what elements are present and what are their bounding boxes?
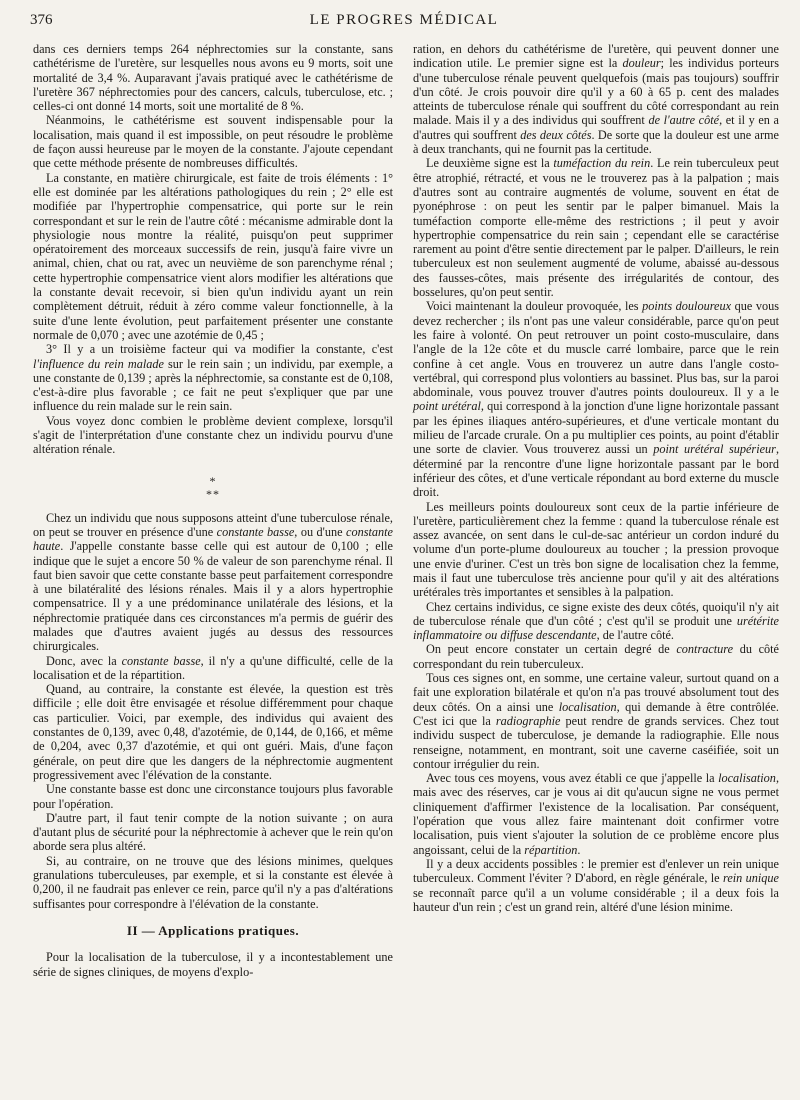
paragraph: Donc, avec la constante basse, il n'y a qu'une difficulté, celle de la localisation et de la répartition. (33, 653, 394, 682)
paragraph: Le deuxième signe est la tuméfaction du rein. Le rein tuberculeux peut être atrophié, rétracté, et vous ne le trouverez pas à la palpation ; mais d'autres sont au contraire augmentés de volume, souvent en état de pyonéphrose : on peut les sentir par le palper bimanuel. Mais la tuméfaction comporte elle-même des restrictions ; il peut y avoir hypertrophie compensatrice du rein sain ; cependant elle se caractérise rarement au point d'être sentie directement par le palper. D'ailleurs, le rein tuberculeux est non seulement augmenté de volume, abaissé au-dessous des fausses-côtes, mais présente des irrégularités de contour, des bosselures, qu'on peut sentir. (413, 156, 779, 300)
paragraph: 3° Il y a un troisième facteur qui va modifier la constante, c'est l'influence du rein malade sur le rein sain ; un individu, par exemple, a une constante de 0,139 ; après la néphrectomie, sa constante est de 0,108, c'est-à-dire plus favorable ; ce fait ne peut s'expliquer que par une influence du rein malade sur le rein sain. (33, 342, 393, 414)
running-title: LE PROGRES MÉDICAL (309, 12, 499, 28)
paragraph: ration, en dehors du cathétérisme de l'uretère, qui peuvent donner une indication utile. Le premier signe est la douleur; les individus porteurs d'une tuberculose rénale peuvent quelquefois (mais pas toujours) souffrir d'un côté. Je crois pouvoir dire qu'il y a 60 à 65 p. cent des malades atteints de tuberculose rénale qui souffrent du côté correspondant au rein malade. Mais il y a des individus qui souffrent de l'autre côté, et il y en a d'autres qui souffrent des deux côtés. De sorte que la douleur est une arme à deux tranchants, qui ne fournit pas la certitude. (413, 42, 780, 157)
page-header (30, 12, 778, 34)
asterism-divider: * ** (206, 473, 220, 501)
paragraph: Si, au contraire, on ne trouve que des lésions minimes, quelques granulations tuberculeuses, par exemple, et si la constante est élevée à 0,200, il ne faudrait pas enlever ce rein, parce qu'il n'y a pas d'altérations suffisantes pour correspondre à l'élévation de la constante. (33, 853, 393, 911)
right-column (413, 42, 779, 914)
paragraph: Tous ces signes ont, en somme, une certaine valeur, surtout quand on a fait une exploration bilatérale et qu'on n'a pas trouvé absolument tout des deux côtés. On a ainsi une localisation, qui demande à être contrôlée. C'est ici que la radiographie peut rendre de grands services. Chez tout individu suspect de tuberculose, je demande la radiographie. Elle nous renseigne, notamment, en montrant, soit une caverne caséifiée, soit un contour irrégulier du rein. (413, 671, 779, 771)
left-column (33, 42, 393, 979)
paragraph: D'autre part, il faut tenir compte de la notion suivante ; on aura d'autant plus de sécurité pour la néphrectomie à achever que le rein qu'on aborde sera plus altéré. (33, 810, 393, 854)
paragraph: Avec tous ces moyens, vous avez établi ce que j'appelle la localisation, mais avec des réserves, car je vous ai dit qu'aucun signe ne vous permet cliniquement d'affirmer l'existence de la localisation. Par conséquent, l'opération que vous allez faire maintenant doit confirmer votre localisation, puis vient s'ajouter la solution de ce problème encore plus angoissant, celui de la répartition. (413, 771, 779, 857)
paragraph: dans ces derniers temps 264 néphrectomies sur la constante, sans cathétérisme de l'uretère, sur lesquelles nous avons eu 9 morts, soit une mortalité de 3,4 %. Auparavant j'avais pratiqué avec le cathétérisme de l'uretère 367 néphrectomies pour des cancers, calculs, tuberculose, etc. ; celles-ci ont donné 14 morts, soit une mortalité de 8 %. (33, 42, 393, 114)
page-number: 376 (30, 12, 53, 28)
paragraph: La constante, en matière chirurgicale, est faite de trois éléments : 1° elle est dominée par les altérations pathologiques du rein ; 2° elle est modifiée par l'hypertrophie compensatrice, qui porte sur le rein correspondant et sur le rein de l'autre côté : mécanisme admirable dont la physiologie nous montre la réalité, puisqu'on peut supprimer opératoirement des morceaux successifs de rein, jusqu'à faire vivre un animal, chien, chat ou rat, avec un neuvième de son parenchyme rénal ; cette hypertrophie compensatrice vient alors modifier les altérations que la constante devait recevoir, si bien qu'un individu ayant un rein complètement détruit, réduit à zéro comme valeur fonctionnelle, à la suite d'une lente évolution, peut parfaitement présenter une constante normale de 0,070 ; avec une azotémie de 0,45 ; (33, 170, 393, 342)
paragraph: Il y a deux accidents possibles : le premier est d'enlever un rein unique tuberculeux. Comment l'éviter ? D'abord, en règle générale, le rein unique se reconnaît parce qu'il a un volume considérable ; il a deux fois la hauteur d'un rein ; c'est un grand rein, altéré d'une lésion minime. (413, 856, 779, 914)
paragraph: Quand, au contraire, la constante est élevée, la question est très difficile ; elle doit être envisagée et résolue différemment pour chaque cas particulier. Voici, par exemple, des individus qui avaient des constantes de 0,139, avec 0,48, d'azotémie, de 0,144, de 0,166, et même de 0,204, avec 0,37 d'azotémie, et qui ont guéri. Mais, d'une façon générale, on peut dire que les dangers de la néphrectomie augmentent progressivement avec l'élévation de la constante. (33, 682, 393, 782)
paragraph: Pour la localisation de la tuberculose, il y a incontestablement une série de signes cliniques, de moyens d'explo- (33, 950, 393, 979)
paragraph: Chez un individu que nous supposons atteint d'une tuberculose rénale, on peut se trouver en présence d'une constante basse, ou d'une constante haute. J'appelle constante basse celle qui est autour de 0,100 ; elle indique que le sujet a encore 50 % de valeur de son parenchyme rénal. Il faut bien savoir que cette constante basse peut parfaitement correspondre à une bilatéralité des lésions rénales. Mais il y a alors hypertrophie compensatrice. Il y a une prédominance unilatérale des lésions, et la néphrectomie pratiquée dans ces circonstances m'a permis de guérir des malades que d'autres avaient jugés au dessus des ressources chirurgicales. (33, 510, 393, 654)
paragraph: Les meilleurs points douloureux sont ceux de la partie inférieure de l'uretère, particulièrement chez la femme : quand la tuberculose rénale est assez avancée, on sent dans le cul-de-sac antérieur un cordon induré du volume d'un porte-plume douloureux au toucher ; la pression provoque une envie d'uriner. C'est un très bon signe de localisation chez la femme, mais il faut une tuberculose très ancienne pour qu'il y ait des altérations urétérales très importantes et sensibles à la palpation. (413, 499, 779, 600)
paragraph: Voici maintenant la douleur provoquée, les points douloureux que vous devez rechercher ; ils n'ont pas une valeur considérable, parce qu'on peut les faire à volonté. On peut retrouver un point costo-musculaire, dans l'angle de la 12e côte et du muscle carré lombaire, parce que le rein confine à cet angle. Vous en trouverez un autre dans l'angle costo-vertébral, qui correspond plus volontiers au bassinet. Plus bas, sur la paroi abdominale, vous pouvez trouver d'autres points douloureux. Il y a le point urétéral, qui correspond à la jonction d'une ligne horizontale passant par les épines iliaques antéro-supérieures, et d'une verticale montant du milieu de l'arcade crurale. On a pu multiplier ces points, au point d'établir une sorte de clavier. Vous trouverez aussi un point urétéral supérieur, déterminé par la rencontre d'une ligne horizontale passant par le bord inférieur des côtes, et d'une verticale répondant au bord externe du muscle droit. (413, 299, 779, 500)
paragraph: Néanmoins, le cathétérisme est souvent indispensable pour la localisation, mais quand il est impossible, on peut résoudre le problème de façon aussi heureuse par le moyen de la constante. J'ajoute cependant que cette méthode présente de nombreuses difficultés. (33, 113, 393, 171)
paragraph: On peut encore constater un certain degré de contracture du côté correspondant du rein tuberculeux. (413, 642, 779, 671)
paragraph: Vous voyez donc combien le problème devient complexe, lorsqu'il s'agit de l'interprétation d'une constante chez un individu pourvu d'une altération rénale. (33, 413, 393, 457)
section-heading: II — Applications pratiques. (126, 922, 300, 938)
paragraph: Chez certains individus, ce signe existe des deux côtés, quoiqu'il n'y ait de tuberculose rénale que d'un côté ; c'est qu'il se produit une urétérite inflammatoire ou diffuse descendante, de l'autre côté. (413, 599, 779, 643)
paragraph: Une constante basse est donc une circonstance toujours plus favorable pour l'opération. (33, 782, 393, 811)
